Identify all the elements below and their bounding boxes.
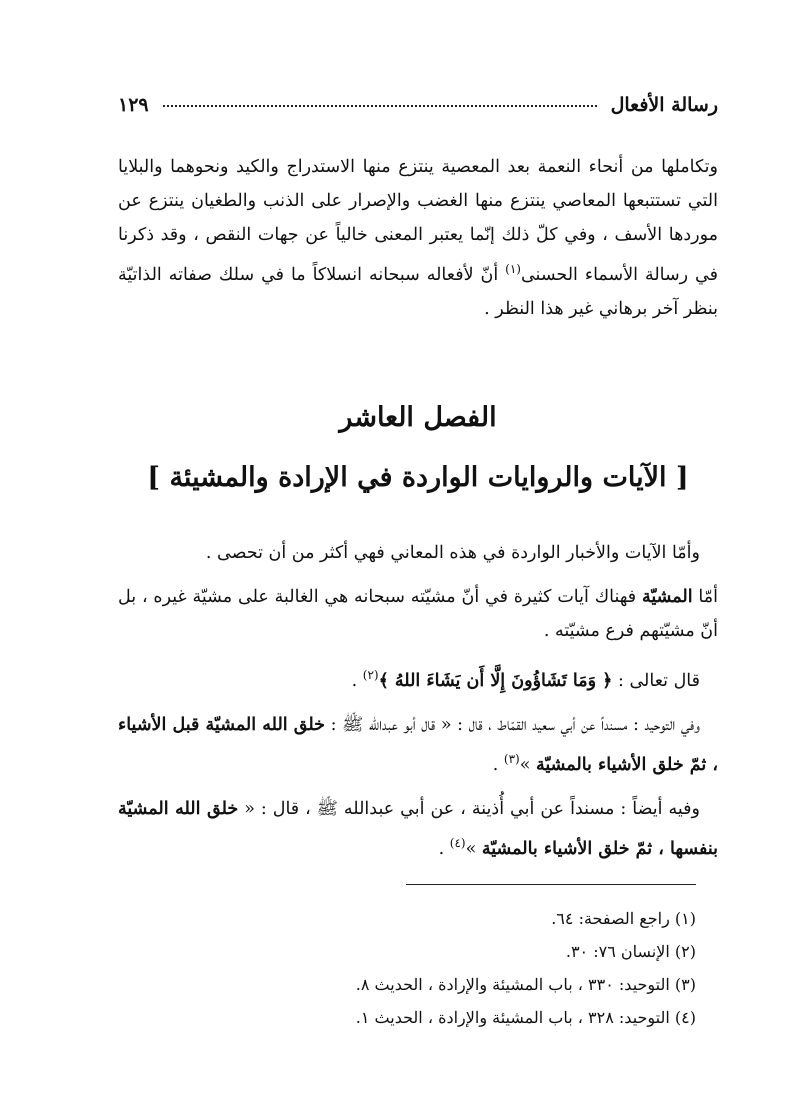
paragraph-3: قال تعالى : ﴿ وَمَا تَشَاؤُونَ إِلَّا أَن يَشَاءَ اللهُ ﴾$^{(٢)}$ . — [351, 668, 700, 691]
footnote-4: (٤) التوحيد: ٣٢٨ ، باب المشيئة والإرادة ، الحديث ١. — [355, 1008, 696, 1027]
body-text — [118, 536, 718, 875]
intro-text: وتكاملها من أنحاء النعمة بعد المعصية ينتزع منها الاستدراج والكيد ونحوهما والبلايا التي تستتبعها المعاصي ينتزع منها الغضب والإصرار على الذنب والطغيان ينتزع عن موردها الأسف ، وفي كلّ ذلك إنّما يعتبر المعنى خالياً عن جهات النقص ، وقد ذكرنا في رسالة الأسماء الحسنى$^{(١)}$ أنّ لأفعاله سبحانه انسلاكاً ما في سلك صفاته الذاتيّة بنظر آخر برهاني غير هذا النظر . — [118, 157, 719, 319]
footnote-ref-1: (١) — [505, 262, 521, 276]
page-number: ١٢٩ — [118, 94, 149, 116]
footnote-3: (٣) التوحيد: ٣٣٠ ، باب المشيئة والإرادة ، الحديث ٨. — [355, 975, 696, 994]
paragraph-4: وفي التوحيد : مسنداً عن أبي سعيد القمّاط ، قال : « قال أبو عبدالله ﷺ : خلق الله المشيّة قبل الأشياء ، ثمّ خلق الأشياء بالمشيّة »$^{(٣)}$ . — [118, 714, 718, 775]
paragraph-1: وأمّا الآيات والأخبار الواردة في هذه المعاني فهي أكثر من أن تحصى . — [205, 543, 700, 563]
footnote-separator — [406, 884, 696, 885]
running-title: رسالة الأفعال — [610, 94, 718, 116]
running-header — [118, 94, 718, 116]
hadith-text: خلق الله المشيّة قبل الأشياء ، ثمّ خلق الأشياء بالمشيّة — [118, 714, 718, 775]
hadith-text: خلق الله المشيّة بنفسها ، ثمّ خلق الأشياء بالمشيّة — [118, 798, 718, 859]
footnote-1: (١) راجع الصفحة: ٦٤. — [551, 909, 696, 928]
quran-verse: ﴿ وَمَا تَشَاؤُونَ إِلَّا أَن يَشَاءَ اللهُ ﴾ — [378, 670, 613, 691]
intro-paragraph — [118, 150, 718, 326]
footnote-2: (٢) الإنسان ٧٦: ٣٠. — [565, 942, 696, 961]
chapter-title: الفصل العاشر — [339, 402, 497, 433]
chapter-subtitle: [ الآيات والروايات الواردة في الإرادة والمشيئة ] — [147, 462, 689, 493]
leader-dots — [163, 105, 597, 107]
footnote-ref-2: (٢) — [362, 668, 379, 682]
footnotes — [118, 902, 696, 1034]
footnote-ref-4: (٤) — [449, 835, 466, 850]
footnote-ref-3: (٣) — [503, 751, 520, 766]
bold-term: المشيّة — [642, 587, 693, 607]
paragraph-5: وفيه أيضاً : مسنداً عن أبي أُذينة ، عن أبي عبدالله ﷺ ، قال : « خلق الله المشيّة بنفسها ، ثمّ خلق الأشياء بالمشيّة »$^{(٤)}$ . — [118, 798, 718, 859]
paragraph-2: أمّا المشيّة فهناك آيات كثيرة في أنّ مشيّته سبحانه هي الغالبة على مشيّة غيره ، بل أنّ مشيّتهم فرع مشيّته . — [118, 587, 718, 641]
